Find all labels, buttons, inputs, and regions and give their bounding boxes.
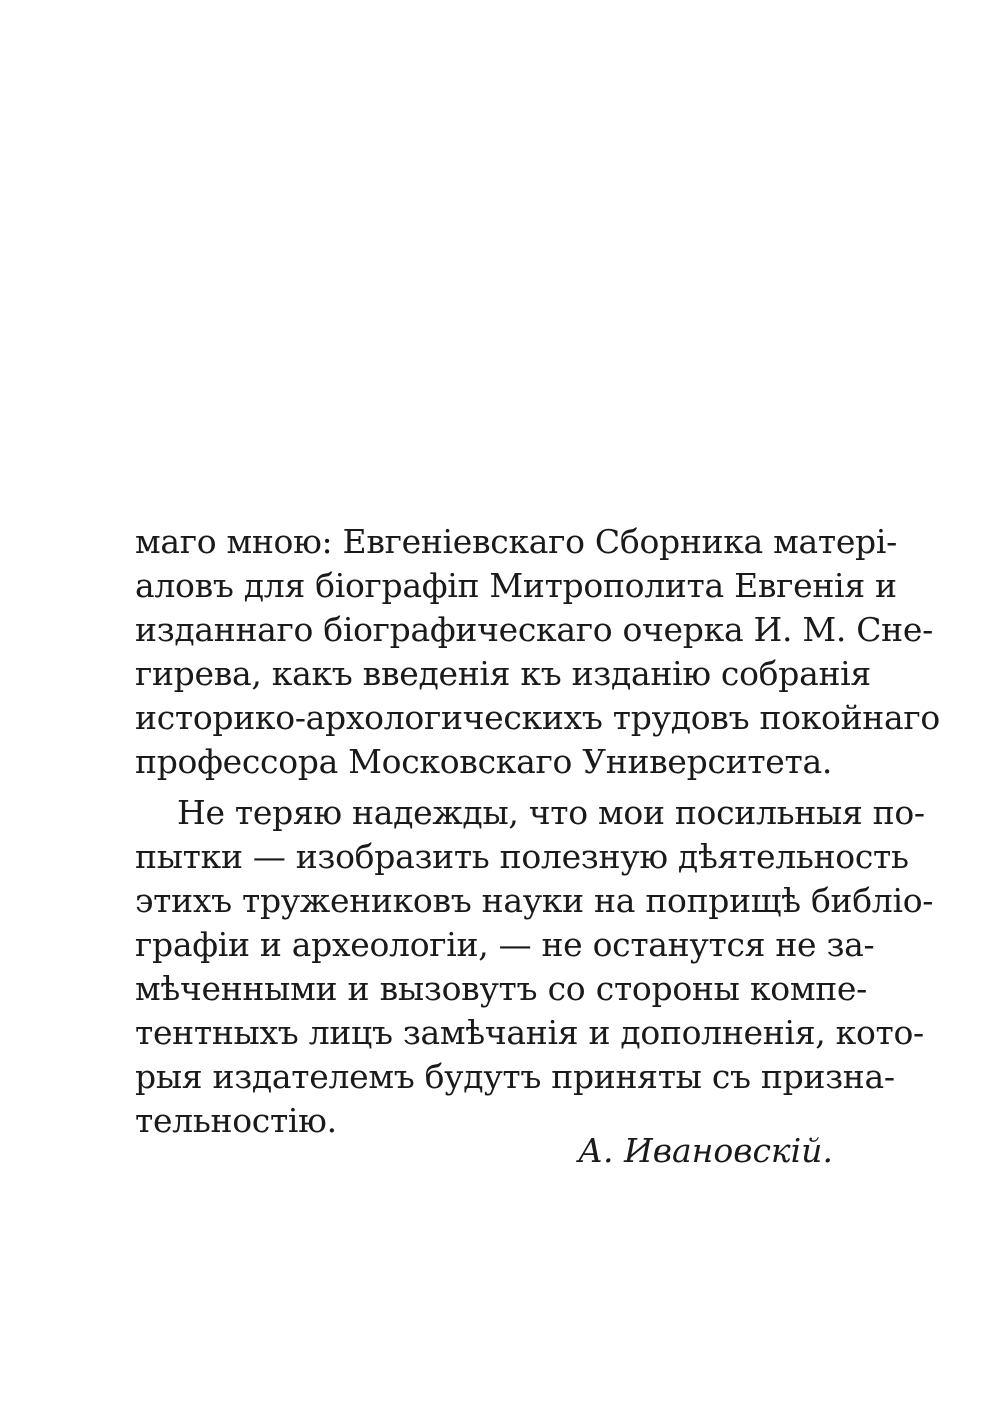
text-line: гирева, какъ введенія къ изданію собранія (135, 654, 871, 693)
text-line: тентныхъ лицъ замѣчанія и дополненія, кото- (135, 1013, 924, 1052)
text-line: историко-арxологическихъ трудовъ покойнаго (135, 698, 940, 737)
text-line: тельностію. (135, 1101, 337, 1140)
text-line: изданнаго біографическаго очерка И. М. Сне- (135, 610, 933, 649)
text-line: графіи и археологіи, — не останутся не за- (135, 925, 875, 964)
body-text (135, 520, 940, 1143)
text-line: аловъ для біографіп Митрополита Евгенія и (135, 566, 897, 605)
text-line: мѣченными и вызовутъ со стороны компе- (135, 969, 867, 1008)
text-line: пытки — изобразить полезную дѣятельность (135, 837, 909, 876)
text-line: рыя издателемъ будутъ приняты съ призна- (135, 1057, 895, 1096)
text-line: этихъ тружениковъ науки на поприщѣ библіо- (135, 881, 934, 920)
text-line: маго мною: Евгеніевскаго Сборника матері- (135, 522, 897, 561)
text-line: профессора Московскаго Университета. (135, 742, 833, 781)
text-line: Не теряю надежды, что мои посильныя по- (177, 793, 925, 832)
author-signature: А. Ивановскій. (578, 1131, 833, 1170)
